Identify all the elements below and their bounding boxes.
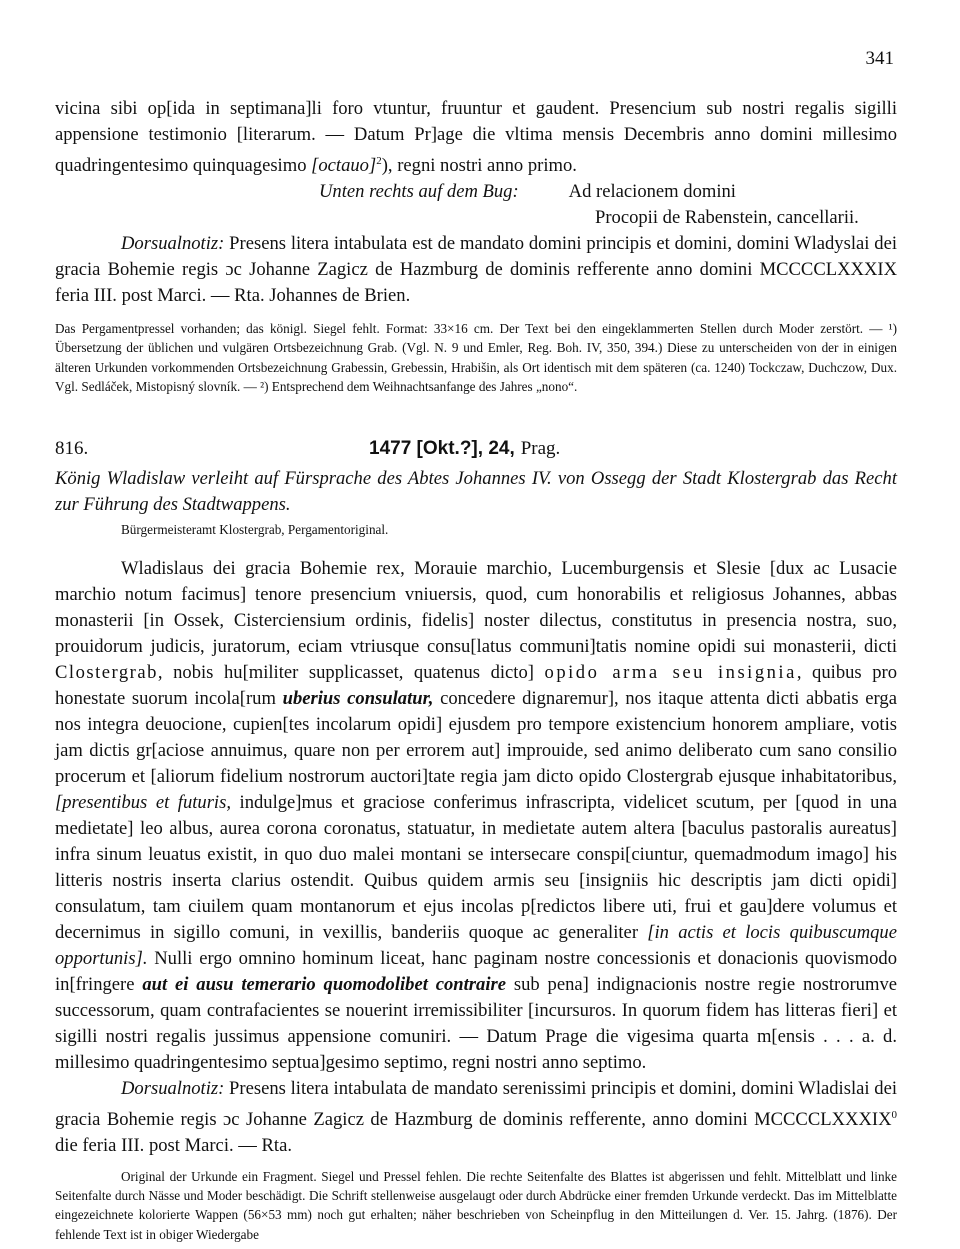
dorsal-note-label: Dorsualnotiz:	[121, 233, 225, 255]
bug-note-line-2: Procopii de Rabenstein, cancellarii.	[595, 207, 859, 229]
dorsal-note-text: Presens litera intabulata est de mandato domini principis et domini, domini Wladyslai dei gracia Bohemie regis ɔc Johanne Zagicz de Hazmburg de dominis refferente anno domini MCCCCLXXXIX feria III. post Marci. — Rta. Johannes de Brien.	[55, 233, 897, 307]
charter-spaced-1: Clostergrab	[55, 661, 158, 683]
charter-italic-4: aut ei ausu temerario quomodolibet contraire	[142, 973, 506, 995]
page-number: 341	[865, 48, 894, 69]
charter-text	[55, 556, 897, 1076]
page-content	[55, 40, 897, 1244]
bug-note-text-1: Ad relacionem domini	[568, 181, 736, 203]
footnote-marker-2: 2	[376, 155, 382, 167]
entry-816	[55, 438, 897, 1244]
previous-entry-text	[55, 96, 897, 179]
entry-dorsal-sup: 0	[891, 1108, 897, 1121]
previous-entry-section	[55, 96, 897, 396]
charter-spaced-2: opido arma seu insignia	[544, 661, 797, 683]
entry-footnote: Original der Urkunde ein Fragment. Siegel und Pressel fehlen. Die rechte Seitenfalte des Blattes ist abgerissen und fehlt. Mittelblatt und linke Seitenfalte durch Nässe und Moder beschädigt. Die Schrift stellenweise ausgelaugt oder durch Abdrücke einer fremden Urkunde verdeckt. Das im Mittelblatte eingezeichnete kolorierte Wappen (56×53 mm) noch gut erhalten; näher beschrieben von Scheinpflug in den Mitteilungen d. Ver. 15. Jahrg. (1876). Der fehlende Text ist in obiger Wiedergabe	[55, 1168, 897, 1242]
charter-italic-2: [presentibus et futuris,	[55, 791, 231, 813]
charter-italic-3: [in actis et locis quibuscumque opportunis].	[55, 921, 897, 969]
charter-text-e: indulge]mus et graciose conferimus infrascripta, videlicet scutum, per [quod in una medietate] leo albus, aurea corona coronatus, statuatur, in medietate autem altera [baculus pastoralis aureatus] infra sinum leuatus existit, in quo duo malei montani se intersecare conspi[ciuntur, quemadmodum imago] his litteris nostris inserta clarius ostendit. Quibus quidem armis seu [insigniis hic descriptis jam dicti opidi] consulatum, tam ciuilem quam montanorum et ejus incolas p[redictos libere uti, frui et gau]dere volumus et decernimus in sigillo comuni, in vexillis, banderiis quoque ac generaliter	[55, 791, 898, 943]
previous-entry-text-end: ), regni nostri anno primo.	[381, 155, 577, 177]
bug-note-label: Unten rechts auf dem Bug:	[319, 181, 519, 203]
entry-date	[369, 438, 560, 460]
entry-dorsal-text-1: Presens litera intabulata de mandato serenissimi principis et domini, domini Wladislai dei gracia Bohemie regis ɔc Johanne Zagicz de Hazmburg de dominis refferente, anno domini MCCCCLXXXIX	[55, 1077, 897, 1130]
charter-text-b: , nobis hu[militer supplicasset, quatenus dicto]	[157, 661, 545, 683]
charter-text-f: Nulli ergo omnino hominum liceat, hanc paginam nostre concessionis et donacionis quovismodo in[fringere	[55, 947, 897, 995]
previous-entry-text-part: vicina sibi op[ida in septimana]li foro vtuntur, fruuntur et gaudent. Presencium sub nostri regalis sigilli appensione testimonio [literarum. — Datum Pr]age die vltima mensis Decembris anno domini millesimo quadringentesimo quinquagesimo	[55, 98, 897, 177]
entry-date-text: 1477 [Okt.?], 24,	[369, 438, 515, 460]
charter-text-a: Wladislaus dei gracia Bohemie rex, Morauie marchio, Lucemburgensis et Slesie [dux ac Lusacie marchio notum facimus] tenore presencium vniuersis, quod, cum honorabilis et religiosus Johannes, abbas monasterii [in Ossek, Cisterciensium ordinis, fidelis] noster dilectus, constitutus in presencia nostra, suo, prouidorum judicis, juratorum, eciam vtriusque consu[latus communi]tatis nomine opidi sui monasterii, dicti	[55, 557, 897, 657]
charter-italic-1: uberius consulatur,	[282, 687, 434, 709]
entry-dorsal-note	[55, 1076, 897, 1159]
previous-entry-footnotes: Das Pergamentpressel vorhanden; das königl. Siegel fehlt. Format: 33×16 cm. Der Text bei den eingeklammerten Stellen durch Moder zerstört. — ¹) Übersetzung der üblichen und vulgären Ortsbezeichnung Grab. (Vgl. N. 9 und Emler, Reg. Boh. IV, 350, 394.) Diese zu unterscheiden von der in einigen älteren Urkunden vorkommenden Ortsbezeichnung Grabessin, Grebessin, Hrabišin, als Ort identisch mit dem späteren (ca. 1240) Tockczaw, Duchczow, Dux. Vgl. Sedláček, Mistopisný slovník. — ²) Entsprechend dem Weihnachtsanfange des Jahres „nono“.	[55, 321, 897, 395]
entry-summary: König Wladislaw verleiht auf Fürsprache des Abtes Johannes IV. von Ossegg der Stadt Klostergrab das Recht zur Führung des Stadtwappens.	[55, 468, 897, 516]
entry-dorsal-label: Dorsualnotiz:	[121, 1077, 225, 1099]
bug-note-line-1	[55, 179, 897, 205]
charter-text-d: concedere dignaremur], nos itaque attenta dicti abbatis erga nos integra deuocione, cupien[tes incolarum opidi] ejusdem pro tempore existencium honorem ampliare, votis jam dictis gr[aciose annuimus, quare non per errorem aut] improuide, sed animo deliberato cum sano consilio procerum et [aliorum fidelium nostrorum auctori]tate regia jam dicto opido Clostergrab ejusque inhabitatoribus,	[55, 687, 897, 787]
previous-entry-italic: [octauo]	[311, 155, 377, 177]
previous-dorsal-note	[55, 231, 897, 309]
entry-number: 816.	[55, 438, 89, 460]
entry-place: Prag.	[520, 438, 561, 460]
charter-text-c: , quibus pro honestate suorum incola[rum	[55, 661, 897, 709]
entry-source: Bürgermeisteramt Klostergrab, Pergamentoriginal.	[121, 522, 389, 538]
charter-text-g: sub pena] indignacionis nostre regie nostrorumve successorum, quam contrafacientes se nouerint irremissibiliter [incursuros. In quorum fidem has litteras fieri] et sigilli nostri regalis jussimus appensione comuniri. — Datum Prage die vigesima quarta m[ensis . . . a. d. millesimo quadringentesimo septua]gesimo septimo, regni nostri anno septimo.	[55, 973, 897, 1073]
entry-dorsal-text-2: die feria III. post Marci. — Rta.	[55, 1134, 292, 1156]
entry-header	[55, 438, 897, 466]
